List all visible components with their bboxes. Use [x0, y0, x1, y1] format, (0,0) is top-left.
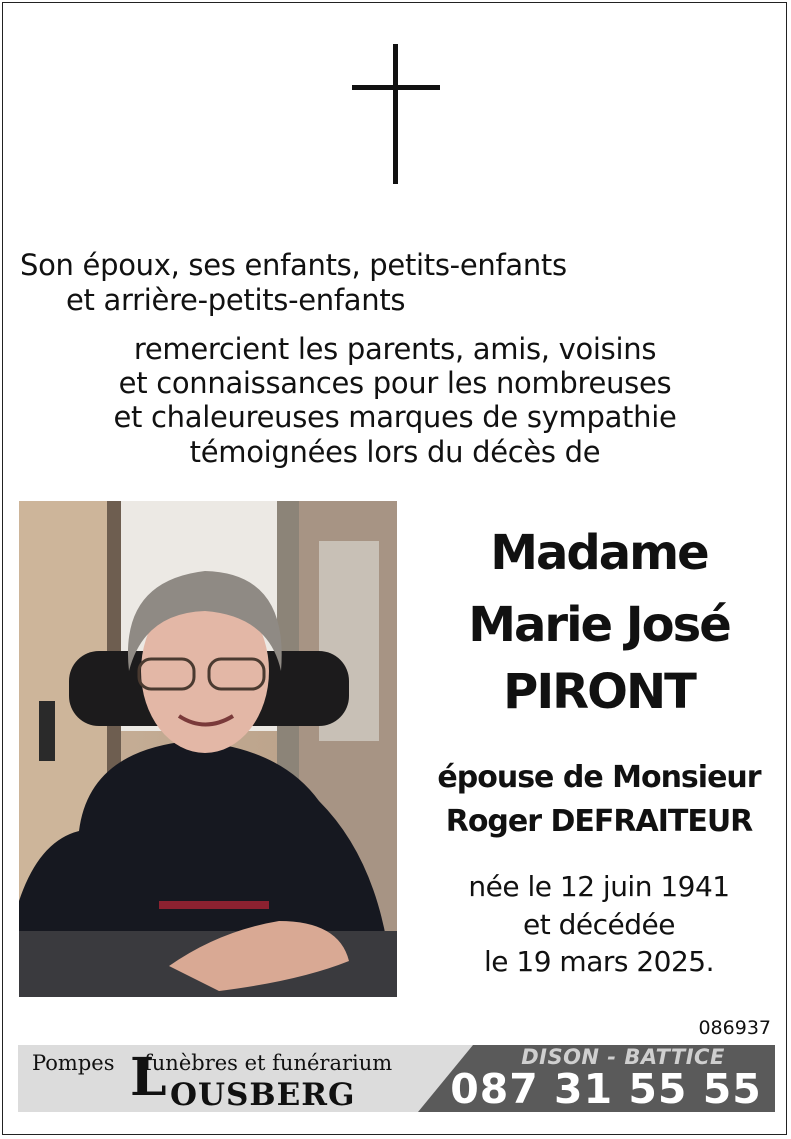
funebres-label: funèbres et funérarium: [144, 1051, 393, 1075]
deceased-surname: PIRONT: [503, 664, 695, 720]
intro-line-4: et connaissances pour les nombreuses: [118, 366, 672, 400]
spouse-line-2: Roger DEFRAITEUR: [445, 804, 753, 839]
death-date: le 19 mars 2025.: [483, 945, 715, 978]
deceased-title: Madame: [490, 525, 708, 581]
lousberg-name: OUSBERG: [170, 1077, 356, 1113]
spouse-line-1: épouse de Monsieur: [437, 760, 761, 795]
reference-number: 086937: [698, 1017, 771, 1039]
pompes-label: Pompes: [32, 1051, 115, 1075]
location-label: DISON - BATTICE: [521, 1045, 725, 1069]
intro-line-3: remercient les parents, amis, voisins: [133, 332, 657, 366]
intro-line-6: témoignées lors du décès de: [189, 435, 601, 469]
intro-line-1: Son époux, ses enfants, petits-enfants: [20, 248, 567, 282]
birth-date: née le 12 juin 1941: [468, 870, 730, 903]
intro-line-2: et arrière-petits-enfants: [66, 283, 406, 317]
phone-number: 087 31 55 55: [450, 1065, 762, 1113]
deceased-first-names: Marie José: [468, 597, 730, 653]
lousberg-initial: L: [130, 1047, 167, 1108]
portrait-photo: [19, 501, 397, 997]
funeral-home-banner: [18, 1045, 775, 1112]
intro-line-5: et chaleureuses marques de sympathie: [113, 400, 677, 434]
and-died: et décédée: [523, 908, 675, 941]
